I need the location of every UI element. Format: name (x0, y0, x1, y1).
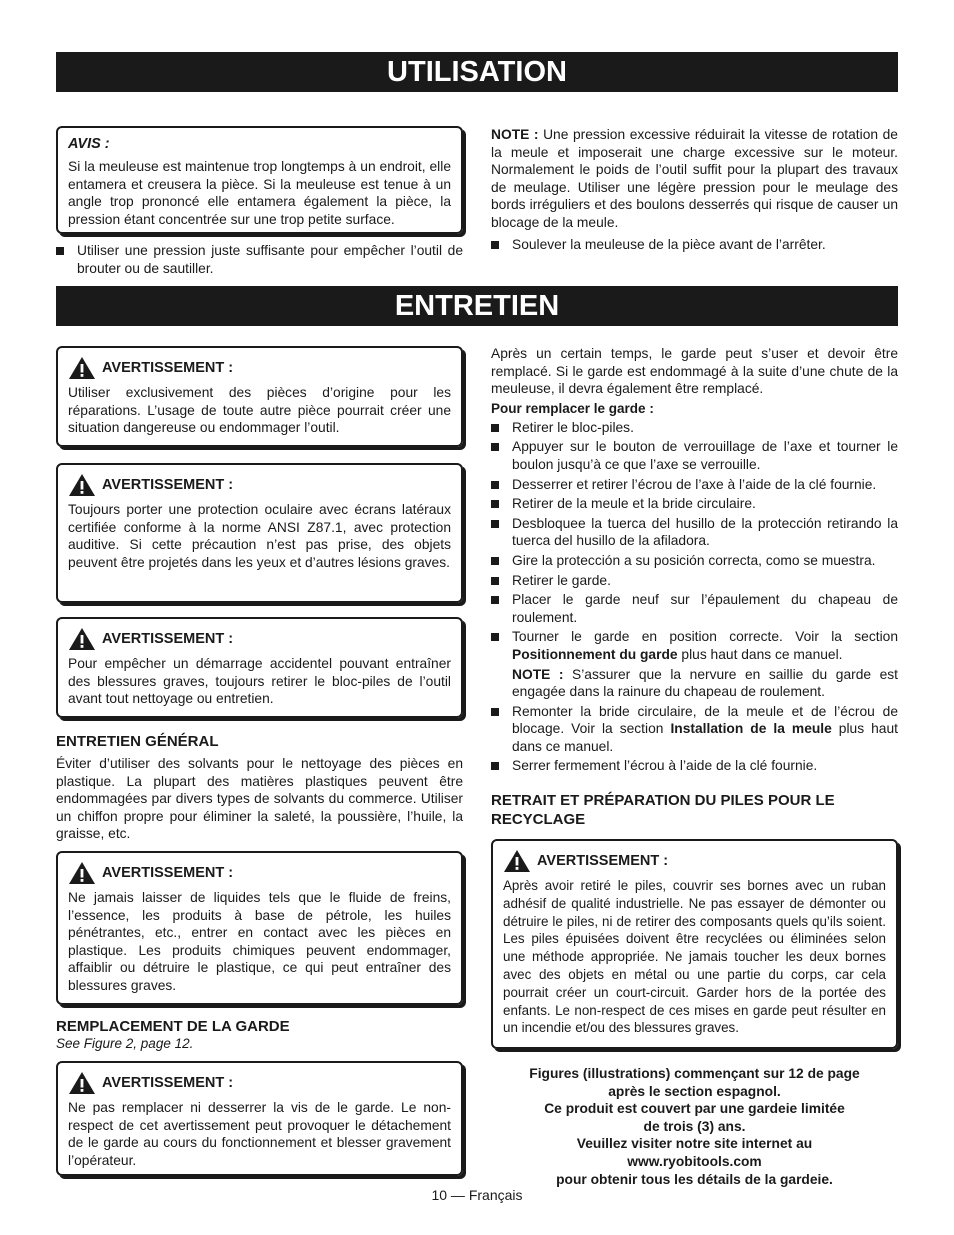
figure-reference: See Figure 2, page 12. (56, 1035, 194, 1051)
warning-triangle-icon (68, 861, 96, 885)
warning-box-6 (491, 839, 898, 1049)
procedure-list (491, 419, 898, 775)
step-text: Tourner le garde en position correcte. Voir la section (512, 629, 898, 645)
warning-text: Après avoir retiré le piles, couvrir ses bornes avec un ruban adhésif de qualité industrielle. Ne pas essayer de démonter ou détruire le piles, ni de retirer des composants quels qu’ils soient. Les piles épuisées doivent être recyclées ou éliminées selon une méthode appropriée. Ne jamais toucher les deux bornes avec des objets en métal ou une partie du corps, car cela pourrait créer un court-circuit. Garder hors de la portée des enfants. Le non-respect de ces mises en garde peut résulter en un incendie et/ou des blessures graves. (503, 878, 886, 1036)
list-item: Desbloquee la tuerca del husillo de la protección retirando la tuerca del husillo de la afiladora. (491, 515, 898, 550)
avis-text: Si la meuleuse est maintenue trop longtemps à un endroit, elle entamera et creusera la pièce. Si la meuleuse est tenue à un angle trop prononcé elle entamera également la pièce, la pression étant concentrée sur une trop petite surface. (68, 159, 451, 227)
closing-line: Figures (illustrations) commençant sur 12 de page (529, 1066, 860, 1082)
note-text: Une pression excessive réduirait la vitesse de rotation de la meule et imposerait une charge excessive sur le moteur. Normalement le poids de l’outil suffit pour la plupart des travaux de meulage. Utiliser une légère pression pour le meulage des bords irréguliers et des boulons desserrés qui risque de causer un blocage de la meule. (491, 127, 898, 230)
utilisation-right (491, 126, 898, 255)
warning-triangle-icon (68, 473, 96, 497)
note-label: NOTE : (491, 127, 539, 142)
list-item: Appuyer sur le bouton de verrouillage de l’axe et tourner le boulon jusqu’à ce que l’axe se verrouille. (491, 438, 898, 473)
note-text: S’assurer que la nervure en saillie du garde est engagée dans la rainure du chapeau de roulement. (512, 666, 898, 700)
warning-box-1 (56, 346, 463, 447)
entretien-banner: ENTRETIEN (56, 286, 898, 326)
step-text: plus haut dans ce manuel. (512, 721, 898, 754)
section-reference: Installation de la meule (670, 721, 832, 737)
list-item (491, 628, 898, 700)
list-item: Utiliser une pression juste suffisante pour empêcher l’outil de brouter ou de sautiller. (56, 242, 463, 277)
warning-triangle-icon (68, 1071, 96, 1095)
warning-title: AVERTISSEMENT : (102, 1074, 234, 1091)
website-url: www.ryobitools.com (627, 1154, 762, 1170)
page-footer: 10 — Français (431, 1187, 523, 1203)
utilisation-left-list (56, 242, 463, 277)
procedure-label: Pour remplacer le garde : (491, 400, 654, 416)
list-item: Placer le garde neuf sur l’épaulement du chapeau de roulement. (491, 591, 898, 626)
intro-text: Après un certain temps, le garde peut s’user et devoir être remplacé. Si le garde est endommagé à la suite d’une chute de la meuleuse, il devra également être remplacé. (491, 346, 898, 397)
note-label: NOTE : (512, 666, 564, 682)
remplacement-heading: REMPLACEMENT DE LA GARDE (56, 1017, 290, 1035)
warning-triangle-icon (68, 627, 96, 651)
utilisation-right-list (491, 236, 898, 254)
closing-line: pour obtenir tous les détails de la gardeie. (556, 1171, 833, 1187)
warning-title: AVERTISSEMENT : (102, 360, 234, 376)
warning-text: Utiliser exclusivement des pièces d’origine pour les réparations. L’usage de toute autre pièce pourrait créer une situation dangereuse ou endommager l’outil. (68, 385, 451, 436)
list-item: Retirer le garde. (491, 572, 898, 590)
section-reference: Positionnement du garde (512, 646, 678, 662)
closing-line: Veuillez visiter notre site internet au (576, 1136, 813, 1152)
entretien-left (56, 346, 463, 1176)
list-item: Soulever la meuleuse de la pièce avant de l’arrêter. (491, 236, 898, 254)
warning-text: Ne jamais laisser de liquides tels que le fluide de freins, l’essence, les produits à base de pétrole, les huiles pénétrantes, etc., entrer en contact avec les pièces en plastique. Les produits chimiques peuvent endommager, affaiblir ou détruire le plastique, ce qui peut entraîner des blessures graves. (68, 889, 451, 993)
warning-box-2 (56, 463, 463, 603)
warning-title: AVERTISSEMENT : (537, 853, 669, 870)
warning-text: Pour empêcher un démarrage accidentel pouvant entraîner des blessures graves, toujours retirer le bloc-piles de l’outil avant tout nettoyage ou entretien. (68, 656, 451, 707)
entretien-general-heading: ENTRETIEN GÉNÉRAL (56, 733, 219, 750)
list-item: Desserrer et retirer l’écrou de l’axe à l’aide de la clé fournie. (491, 476, 898, 494)
remplacement-section (56, 1017, 463, 1051)
entretien-general-text: Éviter d’utiliser des solvants pour le nettoyage des pièces en plastique. La plupart des matières plastiques peuvent être endommagées par divers types de solvants du commerce. Utiliser un chiffon propre pour éliminer la saleté, la poussière, l’huile, la graisse, etc. (56, 756, 463, 842)
list-item (491, 703, 898, 756)
step-note (512, 666, 898, 701)
closing-block (491, 1065, 898, 1188)
entretien-general-section (56, 732, 463, 843)
utilisation-left (56, 126, 463, 279)
list-item: Retirer le bloc-piles. (491, 419, 898, 437)
avis-box (56, 126, 463, 234)
step-text: plus haut dans ce manuel. (677, 646, 843, 662)
note-paragraph (491, 126, 898, 232)
warning-text: Ne pas remplacer ni desserrer la vis de le garde. Le non-respect de cet avertissement peut provoquer le détachement de le garde au cours du fonctionnement et blesser gravement l’opérateur. (68, 1099, 451, 1168)
warning-title: AVERTISSEMENT : (102, 631, 234, 647)
warning-box-5 (56, 1061, 463, 1176)
warning-triangle-icon (68, 356, 96, 380)
warning-triangle-icon (503, 849, 531, 873)
step-text: Remonter la bride circulaire, de la meule et de l’écrou de blocage. Voir la section (512, 703, 898, 737)
utilisation-banner: UTILISATION (56, 52, 898, 92)
warning-title: AVERTISSEMENT : (102, 864, 234, 881)
closing-line: Ce produit est couvert par une gardeie limitée (544, 1101, 845, 1117)
warning-box-3 (56, 617, 463, 718)
entretien-right (491, 345, 898, 1188)
closing-line: de trois (3) ans. (643, 1118, 746, 1134)
avis-title: AVIS : (68, 136, 110, 152)
list-item: Gire la protección a su posición correcta, como se muestra. (491, 552, 898, 570)
recycle-heading: RETRAIT ET PRÉPARATION DU PILES POUR LE RECYCLAGE (491, 792, 835, 829)
list-item: Retirer de la meule et la bride circulaire. (491, 495, 898, 513)
warning-box-4 (56, 851, 463, 1005)
warning-text: Toujours porter une protection oculaire avec écrans latéraux certifiée conforme à la norme ANSI Z87.1, avec protection auditive. Si cette précaution n’est pas prise, des objets peuvent être projetés dans les yeux et d’autres lésions graves. (68, 502, 451, 570)
warning-title: AVERTISSEMENT : (102, 477, 234, 493)
closing-line: après le section espagnol. (608, 1083, 781, 1099)
list-item: Serrer fermement l’écrou à l’aide de la clé fournie. (491, 757, 898, 775)
